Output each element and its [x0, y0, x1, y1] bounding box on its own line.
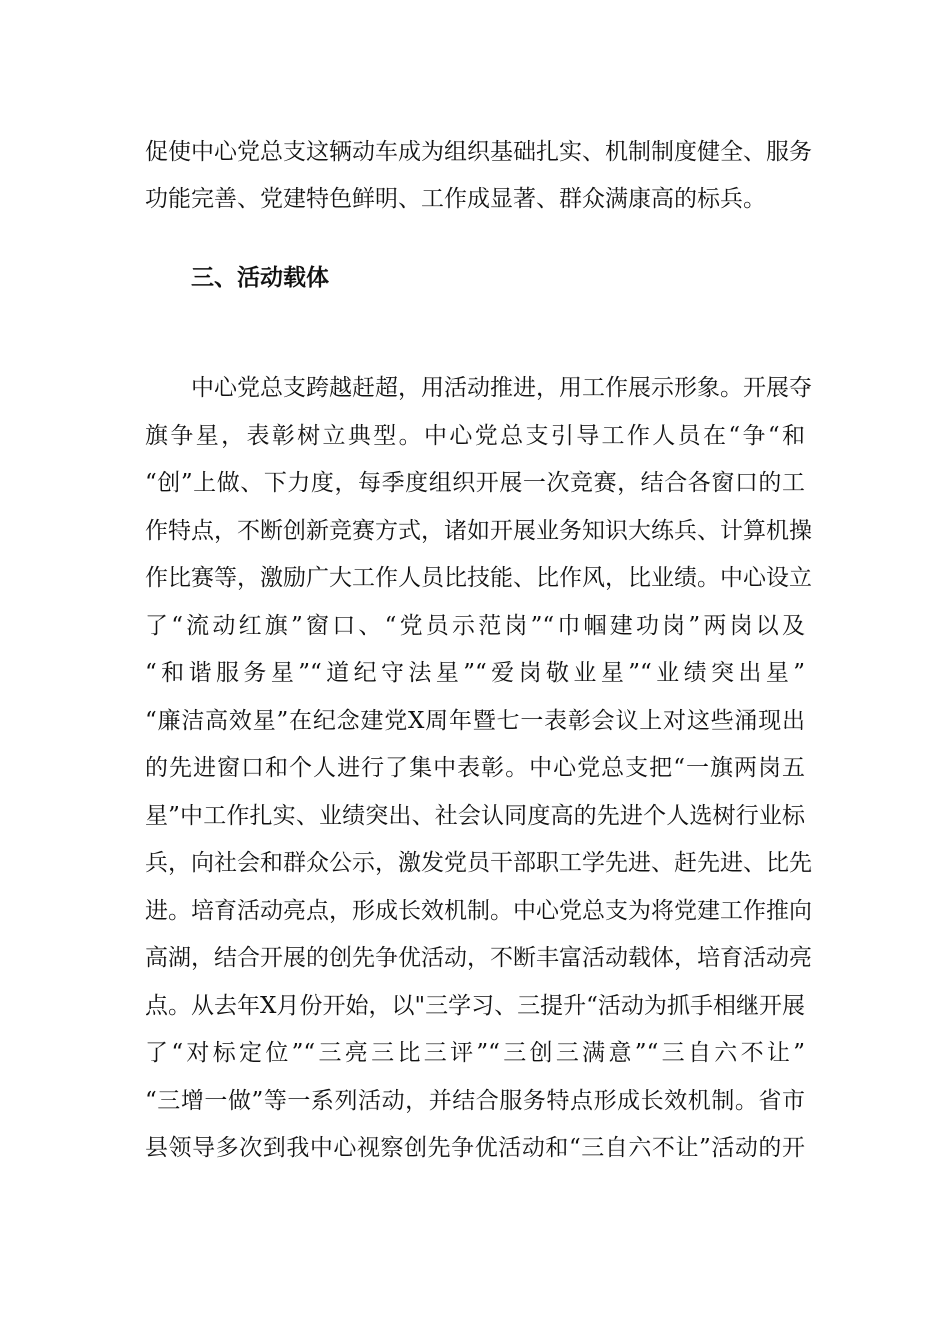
paragraph-2-line-15: 了“对标定位”“三亮三比三评”“三创三满意”“三自六不让”	[145, 1040, 805, 1066]
paragraph-2-line-3: “创”上做、下力度，每季度组织开展一次竞赛，结合各窗口的工	[145, 470, 805, 496]
paragraph-2-line-4: 作特点，不断创新竞赛方式，诸如开展业务知识大练兵、计算机操	[145, 518, 812, 544]
paragraph-2-line-10: 星”中工作扎实、业绩突出、社会认同度高的先进个人选树行业标	[145, 803, 805, 829]
paragraph-2-line-16: “三增一做”等一系列活动，并结合服务特点形成长效机制。省市	[145, 1088, 805, 1114]
paragraph-2-line-14: 点。从去年X月份开始，以"三学习、三提升“活动为抓手相继开展	[145, 993, 805, 1019]
paragraph-1-line-1: 促使中心党总支这辆动车成为组织基础扎实、机制制度健全、服务	[145, 139, 812, 165]
paragraph-2-line-1: 中心党总支跨越赶超，用活动推进，用工作展示形象。开展夺	[191, 375, 812, 401]
paragraph-2-line-11: 兵，向社会和群众公示，激发党员干部职工学先进、赶先进、比先	[145, 850, 812, 876]
paragraph-2-line-2: 旗争星，表彰树立典型。中心党总支引导工作人员在“争“和	[145, 423, 805, 449]
paragraph-2-line-5: 作比赛等，激励广大工作人员比技能、比作风，比业绩。中心设立	[145, 565, 812, 591]
paragraph-2-line-7: “和谐服务星”“道纪守法星”“爱岗敬业星”“业绩突出星”	[145, 660, 805, 686]
paragraph-1-line-2: 功能完善、党建特色鲜明、工作成显著、群众满康高的标兵。	[145, 186, 766, 212]
paragraph-2-line-8: “廉洁高效星”在纪念建党X周年暨七一表彰会议上对这些涌现出	[145, 708, 805, 734]
paragraph-2-line-9: 的先进窗口和个人进行了集中表彰。中心党总支把“一旗两岗五	[145, 755, 805, 781]
paragraph-2-line-13: 高湖，结合开展的创先争优活动，不断丰富活动载体，培育活动亮	[145, 945, 812, 971]
paragraph-2-line-17: 县领导多次到我中心视察创先争优活动和“三自六不让”活动的开	[145, 1135, 805, 1161]
paragraph-2-line-6: 了“流动红旗”窗口、“党员示范岗”“巾帼建功岗”两岗以及	[145, 613, 805, 639]
section-heading: 三、活动载体	[191, 264, 329, 291]
paragraph-2-line-12: 进。培育活动亮点，形成长效机制。中心党总支为将党建工作推向	[145, 898, 812, 924]
